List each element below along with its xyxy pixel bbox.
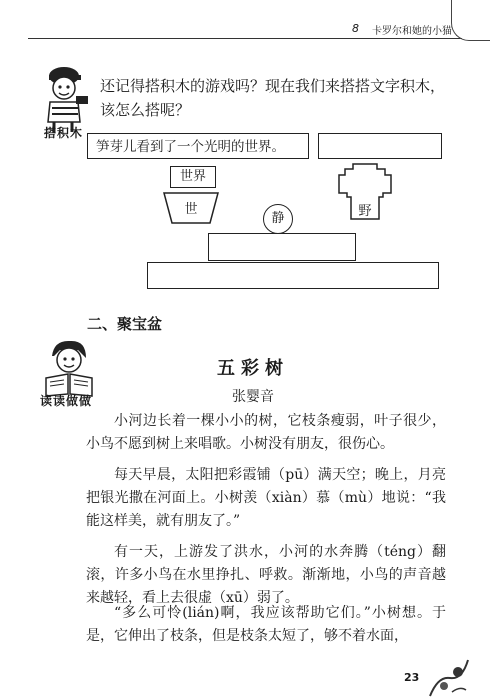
bottom-empty-block: [147, 262, 439, 289]
circle-word-block: 静: [263, 204, 293, 234]
story-paragraph-2: 每天早晨，太阳把彩霞铺（pū）满天空；晚上，月亮把银光撒在河面上。小树羡（xiàn）慕（mù）地说：“我能这样美，就有朋友了。”: [86, 467, 446, 529]
page-number: 23: [404, 671, 420, 684]
header-rule: [28, 38, 462, 39]
story-title: 五彩树: [217, 358, 289, 379]
page-header: [0, 0, 490, 40]
intro-text: 还记得搭积木的游戏吗？现在我们来搭搭文字积木，该怎么搭呢？: [100, 77, 446, 119]
word-block-top: 世界: [170, 166, 216, 188]
header-page-label: 8: [352, 22, 359, 35]
story-author: 张婴音: [232, 389, 274, 405]
header-corner-decoration: [451, 0, 490, 41]
empty-block-right: [318, 133, 442, 159]
middle-empty-block: [208, 233, 356, 261]
header-book-title: 卡罗尔和她的小猫: [372, 26, 452, 37]
trapezoid-block-word: 世: [184, 202, 198, 217]
section-heading: 二、聚宝盆: [87, 315, 163, 333]
story-paragraph-3: 有一天，上游发了洪水，小河的水奔腾（téng）翻滚，许多小鸟在水里挣扎、呼救。渐渐地，小鸟的声音越来越轻，看上去很虚（xū）弱了。: [86, 544, 446, 606]
sentence-block: 笋芽儿看到了一个光明的世界。: [87, 133, 309, 159]
story-paragraph-4: “多么可怜(lián)啊，我应该帮助它们。”小树想。于是，它伸出了枝条，但是枝条太短了，够不着水面，: [86, 605, 446, 644]
story-paragraph-1: 小河边长着一棵小小的树，它枝条瘦弱，叶子很少，小鸟不愿到树上来唱歌。小树没有朋友，很伤心。: [86, 413, 446, 452]
castle-block-word: 野: [358, 204, 372, 219]
read-and-do-label: 读读做做: [40, 394, 93, 408]
corner-ornament-icon: [428, 656, 470, 698]
build-blocks-label: 搭积木: [44, 126, 84, 140]
